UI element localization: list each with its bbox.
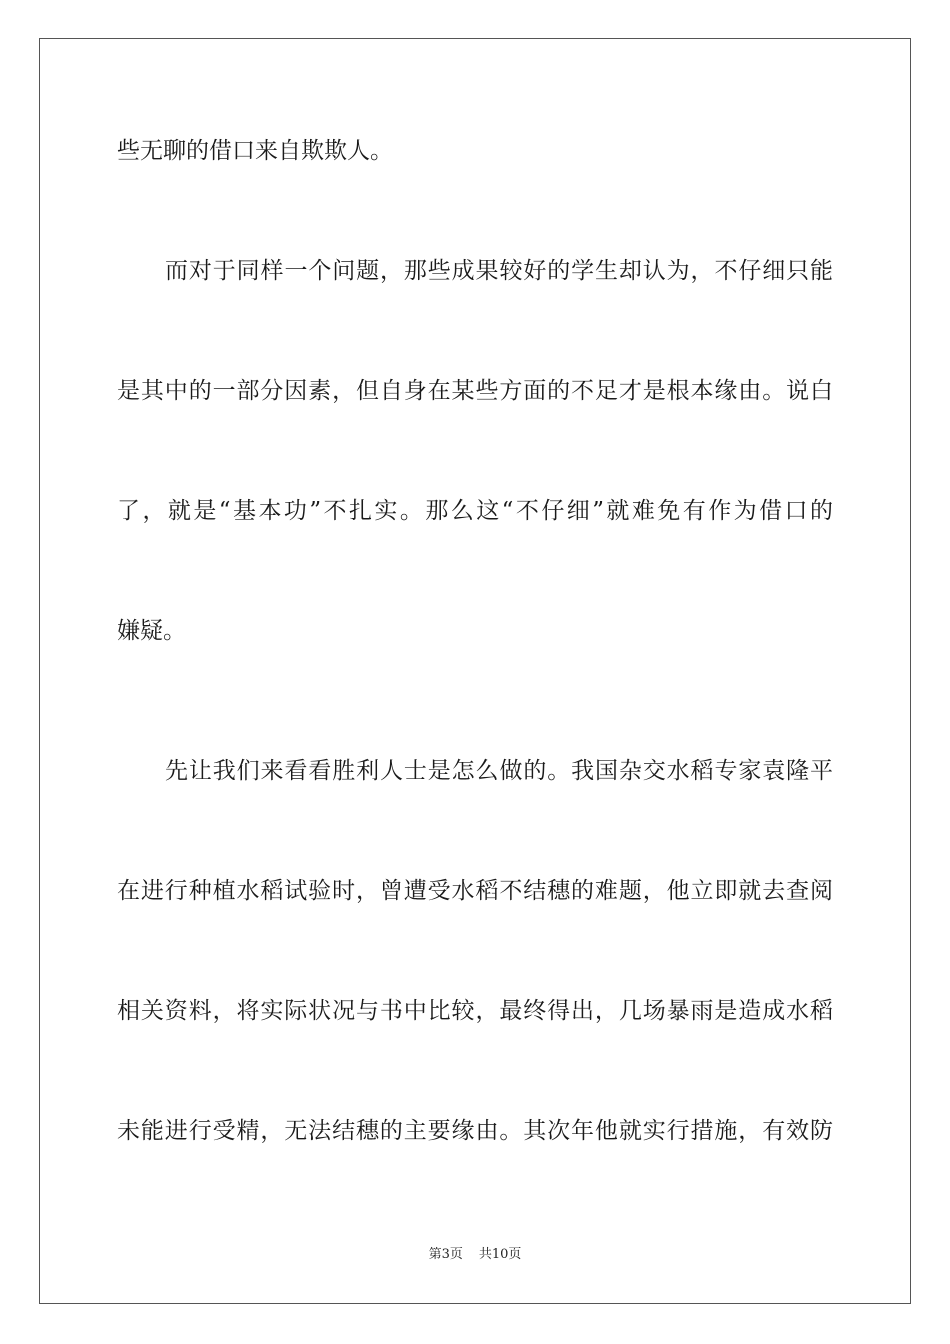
text-line: 在进行种植水稻试验时，曾遭受水稻不结穗的难题，他立即就去查阅 — [117, 878, 833, 904]
page-total: 共10页 — [478, 1247, 522, 1262]
text-line: 些无聊的借口来自欺欺人。 — [117, 138, 393, 164]
text-line: 先让我们来看看胜利人士是怎么做的。我国杂交水稻专家袁隆平 — [165, 758, 833, 784]
page-footer — [0, 1246, 950, 1264]
text-line: 相关资料，将实际状况与书中比较，最终得出，几场暴雨是造成水稻 — [117, 998, 833, 1024]
text-line: 而对于同样一个问题，那些成果较好的学生却认为，不仔细只能 — [165, 258, 833, 284]
text-line: 未能进行受精，无法结穗的主要缘由。其次年他就实行措施，有效防 — [117, 1118, 833, 1144]
text-line: 嫌疑。 — [117, 618, 186, 644]
text-line: 了，就是“基本功”不扎实。那么这“不仔细”就难免有作为借口的 — [117, 498, 833, 524]
page-number: 第3页 — [428, 1247, 463, 1262]
text-line: 是其中的一部分因素，但自身在某些方面的不足才是根本缘由。说白 — [117, 378, 833, 404]
page-border — [39, 38, 911, 1304]
